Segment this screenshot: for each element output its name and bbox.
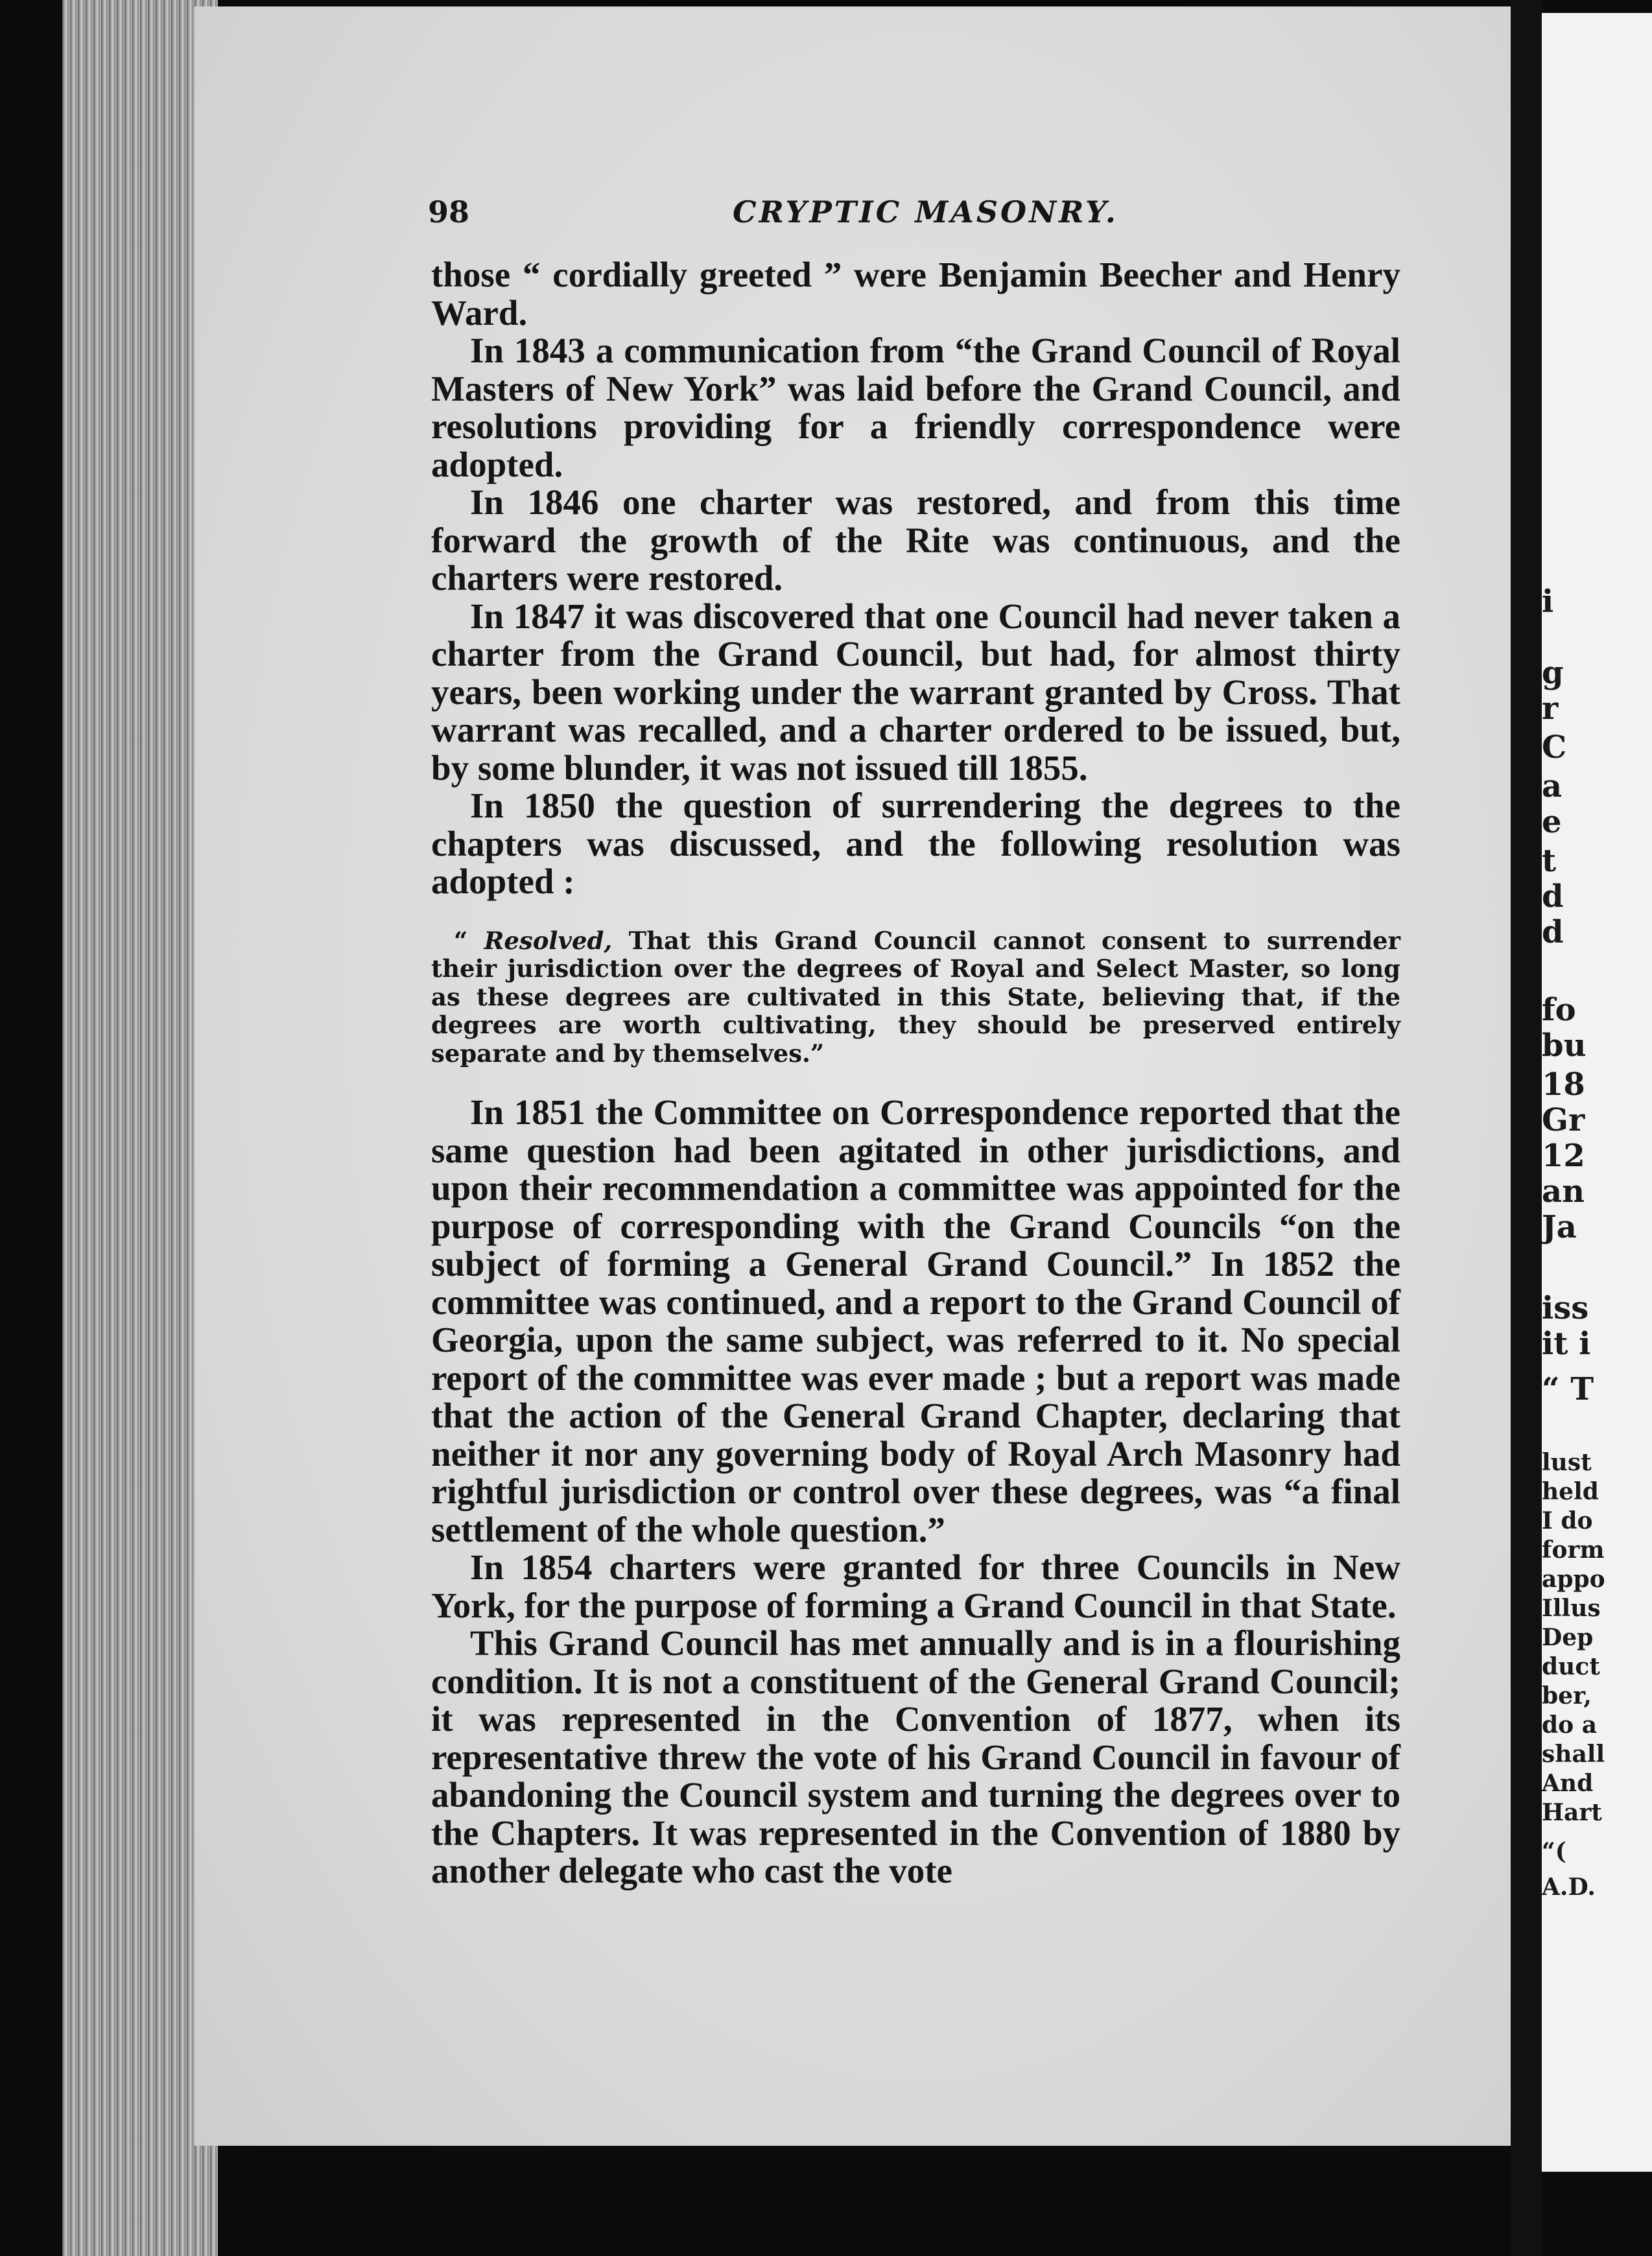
paragraph: In 1847 it was discovered that one Council had never taken a charter from the Grand Council, but had, for almost thirty years, been working under the warrant granted by Cross. That warrant was recalled, and a charter ordered to be issued, but, by some blunder, it was not issued till 1855.	[431, 596, 1400, 788]
facing-page-fragment: it i	[1542, 1326, 1591, 1362]
quote-lead: Resolved,	[484, 926, 613, 955]
facing-page-fragment: Hart	[1542, 1799, 1602, 1826]
paragraph: In 1851 the Committee on Correspondence reported that the same question had been agitated in other jurisdictions, and upon their recommendation a committee was appointed for the purpose of corresponding with the Grand Councils “on the subject of forming a General Grand Council.” In 1852 the committee was continued, and a report to the Grand Council of Georgia, upon the same subject, was referred to it. No special report of the committee was ever made ; but a report was made that the action of the General Grand Chapter, declaring that neither it nor any governing body of Royal Arch Masonry had rightful jurisdiction or control over these degrees, was “a final settlement of the whole question.”	[431, 1092, 1400, 1549]
facing-page-fragment: Ja	[1542, 1209, 1577, 1245]
facing-page-fragment: And	[1542, 1770, 1594, 1797]
facing-page-fragment: shall	[1542, 1741, 1605, 1768]
page-header	[0, 194, 1652, 240]
paragraph: In 1846 one charter was restored, and from this time forward the growth of the Rite was continuous, and the charters were restored.	[431, 482, 1400, 598]
facing-page-fragment: A.D.	[1542, 1874, 1596, 1901]
facing-page-fragment: iss	[1542, 1290, 1589, 1326]
quote-open-mark: “	[454, 926, 484, 955]
facing-page-fragment: 18	[1542, 1066, 1585, 1103]
facing-page-fragment: Illus	[1542, 1595, 1601, 1622]
facing-page-fragment: i	[1542, 583, 1554, 620]
paragraph: In 1854 charters were granted for three Councils in New York, for the purpose of forming a Grand Council in that State.	[431, 1547, 1400, 1625]
paragraph: This Grand Council has met annually and is in a flourishing condition. It is not a constituent of the General Grand Council; it was represented in the Convention of 1877, when its representative threw the vote of his Grand Council in favour of abandoning the Council system and turning the degrees over to the Chapters. It was represented in the Convention of 1880 by another delegate who cast the vote	[431, 1623, 1400, 1890]
facing-page-fragment: I do	[1542, 1507, 1593, 1534]
facing-page-fragment: duct	[1542, 1653, 1600, 1680]
facing-page-fragment: bu	[1542, 1028, 1587, 1064]
facing-page-fragment: e	[1542, 804, 1562, 840]
paragraph: those “ cordially greeted ” were Benjamin Beecher and Henry Ward.	[431, 255, 1400, 333]
facing-page-fragment: 12	[1542, 1138, 1585, 1174]
facing-page-fragment: ber,	[1542, 1682, 1592, 1710]
page-body	[431, 256, 1400, 1890]
facing-page-fragment: Dep	[1542, 1624, 1594, 1651]
facing-page-fragment: t	[1542, 843, 1557, 879]
paragraph: In 1850 the question of surrendering the degrees to the chapters was discussed, and the following resolution was adopted :	[431, 786, 1400, 901]
facing-page-fragment: d	[1542, 878, 1564, 915]
facing-page-fragment: C	[1542, 729, 1567, 766]
facing-page-fragment: d	[1542, 914, 1564, 950]
facing-page-fragment: form	[1542, 1536, 1605, 1564]
facing-page-fragment: r	[1542, 690, 1559, 727]
facing-page-fragment: g	[1542, 655, 1564, 691]
quote-text: That this Grand Council cannot consent to surrender their jurisdiction over the degrees of Royal and Select Master, so long as these degrees are cultivated in this State, believing that, if the degrees are worth cultivating, they should be preserved entirely separate and by themselves.”	[431, 926, 1400, 1068]
facing-page-fragment: lust	[1542, 1449, 1592, 1476]
facing-page-fragment: appo	[1542, 1566, 1605, 1593]
facing-page-fragment: a	[1542, 768, 1563, 805]
facing-page-fragment: do a	[1542, 1711, 1598, 1739]
facing-page-fragment: “ T	[1542, 1371, 1594, 1407]
facing-page-fragment: “(	[1542, 1838, 1566, 1865]
facing-page-edge	[1542, 13, 1652, 2172]
resolution-quote	[431, 927, 1400, 1068]
page-number: 98	[428, 194, 470, 229]
facing-page-fragment: an	[1542, 1173, 1585, 1210]
running-title: CRYPTIC MASONRY.	[733, 194, 1118, 229]
paragraph: In 1843 a communication from “the Grand Council of Royal Masters of New York” was laid before the Grand Council, and resolutions providing for a friendly correspondence were adopted.	[431, 331, 1400, 484]
facing-page-fragment: held	[1542, 1478, 1599, 1505]
gutter	[1511, 0, 1542, 2256]
facing-page-fragment: Gr	[1542, 1102, 1585, 1138]
facing-page-fragment: fo	[1542, 992, 1576, 1028]
